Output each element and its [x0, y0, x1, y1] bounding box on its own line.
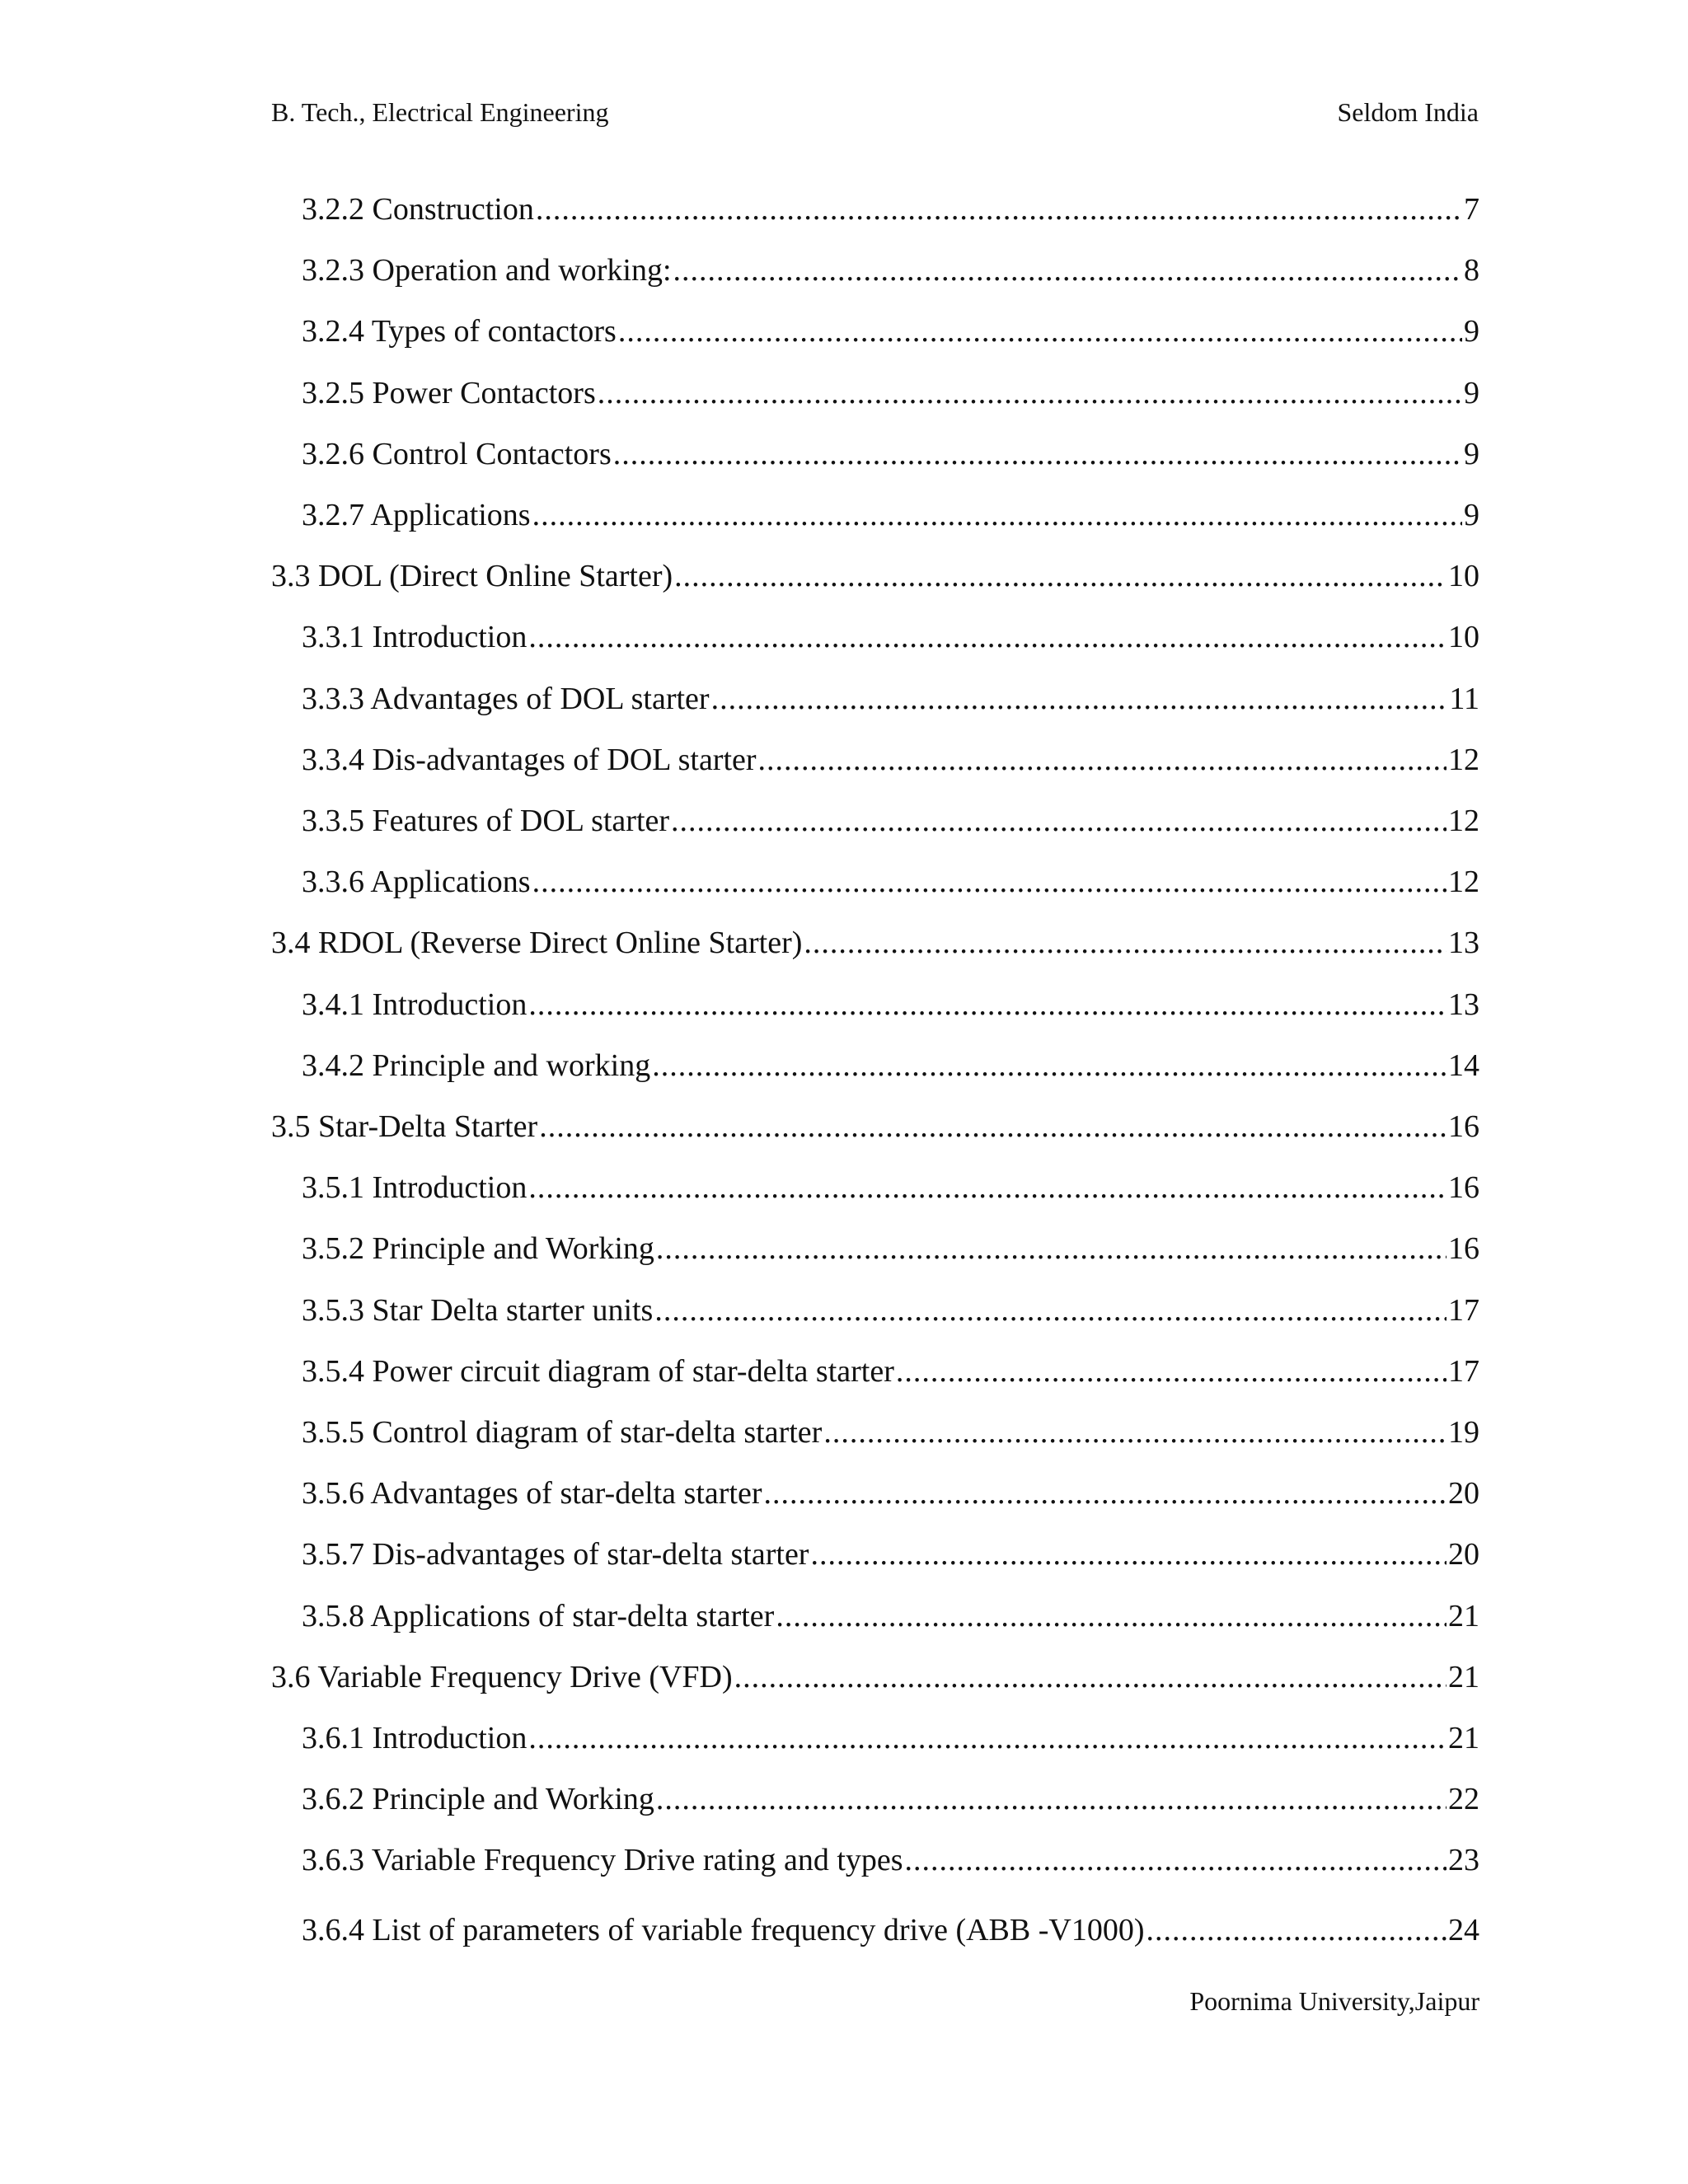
toc-entry-page-number: 12: [1448, 804, 1479, 838]
header-left-text: B. Tech., Electrical Engineering: [271, 97, 609, 127]
toc-dot-leader: [528, 1166, 1447, 1209]
toc-entry[interactable]: [302, 433, 1479, 476]
toc-entry-title: 3.5 Star-Delta Starter: [271, 1109, 538, 1144]
toc-entry-page-number: 21: [1448, 1598, 1479, 1633]
toc-entry-page-number: 11: [1449, 681, 1479, 716]
page-footer: Poornima University,Jaipur: [1189, 1986, 1479, 2016]
toc-entry-title: 3.3.4 Dis-advantages of DOL starter: [302, 742, 757, 777]
toc-entry-title: 3.3.3 Advantages of DOL starter: [302, 681, 710, 716]
toc-dot-leader: [536, 188, 1462, 231]
toc-entry-title: 3.5.4 Power circuit diagram of star-delta starter: [302, 1353, 894, 1389]
toc-dot-leader: [613, 433, 1462, 476]
toc-dot-leader: [673, 249, 1462, 292]
toc-entry-page-number: 13: [1448, 987, 1479, 1022]
toc-dot-leader: [1146, 1909, 1447, 1952]
toc-entry-page-number: 16: [1448, 1170, 1479, 1206]
toc-dot-leader: [734, 1656, 1447, 1699]
toc-dot-leader: [810, 1533, 1447, 1576]
toc-entry[interactable]: [302, 1717, 1479, 1760]
toc-entry[interactable]: [302, 372, 1479, 415]
page-header: [271, 97, 1479, 134]
toc-entry-title: 3.4.1 Introduction: [302, 987, 528, 1022]
toc-entry[interactable]: [302, 188, 1479, 231]
toc-entry[interactable]: [302, 249, 1479, 292]
toc-entry-title: 3.2.4 Types of contactors: [302, 314, 617, 349]
toc-dot-leader: [528, 983, 1447, 1026]
toc-entry[interactable]: [302, 494, 1479, 537]
toc-dot-leader: [656, 1778, 1447, 1821]
toc-dot-leader: [896, 1350, 1447, 1393]
toc-entry-title: 3.5.7 Dis-advantages of star-delta starter: [302, 1537, 809, 1572]
toc-dot-leader: [652, 1044, 1447, 1087]
toc-entry-title: 3.3 DOL (Direct Online Starter): [271, 559, 673, 594]
toc-entry-page-number: 9: [1464, 314, 1479, 349]
toc-entry-page-number: 24: [1448, 1912, 1479, 1947]
toc-entry-page-number: 14: [1448, 1047, 1479, 1083]
toc-entry-page-number: 20: [1448, 1476, 1479, 1511]
toc-entry-page-number: 21: [1448, 1721, 1479, 1755]
toc-dot-leader: [674, 555, 1447, 598]
toc-entry[interactable]: [302, 677, 1479, 720]
toc-entry[interactable]: [302, 860, 1479, 903]
toc-entry-page-number: 16: [1448, 1231, 1479, 1267]
toc-entry-title: 3.2.6 Control Contactors: [302, 436, 612, 471]
toc-dot-leader: [804, 921, 1447, 964]
toc-entry-page-number: 13: [1448, 926, 1479, 961]
toc-entry-title: 3.5.2 Principle and Working: [302, 1231, 654, 1267]
toc-entry-title: 3.6.1 Introduction: [302, 1721, 528, 1755]
toc-entry[interactable]: [271, 1656, 1479, 1699]
toc-entry[interactable]: [302, 1411, 1479, 1454]
toc-entry-page-number: 9: [1464, 375, 1479, 410]
toc-entry-title: 3.2.2 Construction: [302, 192, 534, 227]
toc-dot-leader: [654, 1289, 1447, 1332]
toc-entry-page-number: 16: [1448, 1109, 1479, 1144]
toc-entry-title: 3.5.5 Control diagram of star-delta starter: [302, 1415, 823, 1450]
toc-entry[interactable]: [302, 1044, 1479, 1087]
toc-entry[interactable]: [302, 983, 1479, 1026]
toc-entry-page-number: 21: [1448, 1659, 1479, 1694]
toc-entry-title: 3.5.1 Introduction: [302, 1170, 528, 1206]
toc-dot-leader: [764, 1472, 1447, 1515]
toc-entry-page-number: 8: [1464, 253, 1479, 288]
toc-dot-leader: [618, 310, 1462, 353]
toc-entry-title: 3.6.4 List of parameters of variable frequency drive (ABB -V1000): [302, 1912, 1145, 1947]
toc-entry-title: 3.5.8 Applications of star-delta starter: [302, 1598, 775, 1633]
toc-entry-title: 3.6.2 Principle and Working: [302, 1782, 654, 1817]
header-right-text: Seldom India: [1337, 97, 1479, 127]
toc-entry[interactable]: [302, 1166, 1479, 1209]
toc-entry-page-number: 19: [1448, 1415, 1479, 1450]
toc-entry[interactable]: [302, 1839, 1479, 1882]
toc-dot-leader: [532, 494, 1462, 537]
toc-entry-title: 3.2.3 Operation and working:: [302, 253, 672, 288]
toc-entry-title: 3.2.5 Power Contactors: [302, 375, 596, 410]
toc-entry[interactable]: [302, 738, 1479, 781]
toc-entry[interactable]: [302, 1909, 1479, 1952]
toc-entry-title: 3.4.2 Principle and working: [302, 1047, 651, 1083]
toc-dot-leader: [598, 372, 1462, 415]
toc-entry-page-number: 12: [1448, 865, 1479, 900]
toc-dot-leader: [528, 616, 1447, 658]
toc-entry-title: 3.5.3 Star Delta starter units: [302, 1292, 654, 1328]
toc-entry-page-number: 17: [1448, 1353, 1479, 1389]
toc-dot-leader: [528, 1717, 1447, 1760]
toc-entry-title: 3.3.5 Features of DOL starter: [302, 804, 670, 838]
toc-entry[interactable]: [302, 1227, 1479, 1270]
toc-dot-leader: [539, 1105, 1447, 1148]
toc-entry-title: 3.5.6 Advantages of star-delta starter: [302, 1476, 762, 1511]
toc-dot-leader: [711, 677, 1448, 720]
toc-entry-title: 3.6 Variable Frequency Drive (VFD): [271, 1659, 733, 1694]
toc-entry-page-number: 9: [1464, 498, 1479, 532]
toc-entry[interactable]: [302, 616, 1479, 658]
toc-entry[interactable]: [302, 799, 1479, 842]
toc-dot-leader: [532, 860, 1447, 903]
toc-entry-page-number: 17: [1448, 1292, 1479, 1328]
toc-entry[interactable]: [302, 1533, 1479, 1576]
toc-entry[interactable]: [271, 555, 1479, 598]
toc-dot-leader: [656, 1227, 1447, 1270]
toc-entry-page-number: 22: [1448, 1782, 1479, 1817]
toc-entry-page-number: 23: [1448, 1843, 1479, 1878]
toc-dot-leader: [823, 1411, 1447, 1454]
toc-entry[interactable]: [271, 921, 1479, 964]
toc-entry[interactable]: [302, 310, 1479, 353]
toc-entry-page-number: 12: [1448, 742, 1479, 777]
toc-entry-title: 3.6.3 Variable Frequency Drive rating and types: [302, 1843, 903, 1878]
toc-entry[interactable]: [271, 1105, 1479, 1148]
toc-entry-page-number: 20: [1448, 1537, 1479, 1572]
toc-entry[interactable]: [302, 1778, 1479, 1821]
toc-entry[interactable]: [302, 1595, 1479, 1638]
toc-entry[interactable]: [302, 1289, 1479, 1332]
toc-entry-page-number: 9: [1464, 436, 1479, 471]
toc-entry-page-number: 10: [1448, 620, 1479, 655]
toc-entry-title: 3.3.6 Applications: [302, 865, 531, 900]
toc-dot-leader: [671, 799, 1447, 842]
toc-dot-leader: [905, 1839, 1447, 1882]
toc-entry-title: 3.4 RDOL (Reverse Direct Online Starter): [271, 926, 803, 961]
toc-entry[interactable]: [302, 1472, 1479, 1515]
toc-entry[interactable]: [302, 1350, 1479, 1393]
toc-entry-title: 3.3.1 Introduction: [302, 620, 528, 655]
toc-dot-leader: [776, 1595, 1447, 1638]
toc-entry-page-number: 10: [1448, 559, 1479, 594]
toc-entry-page-number: 7: [1464, 192, 1479, 227]
toc-entry-title: 3.2.7 Applications: [302, 498, 531, 532]
toc-dot-leader: [758, 738, 1447, 781]
